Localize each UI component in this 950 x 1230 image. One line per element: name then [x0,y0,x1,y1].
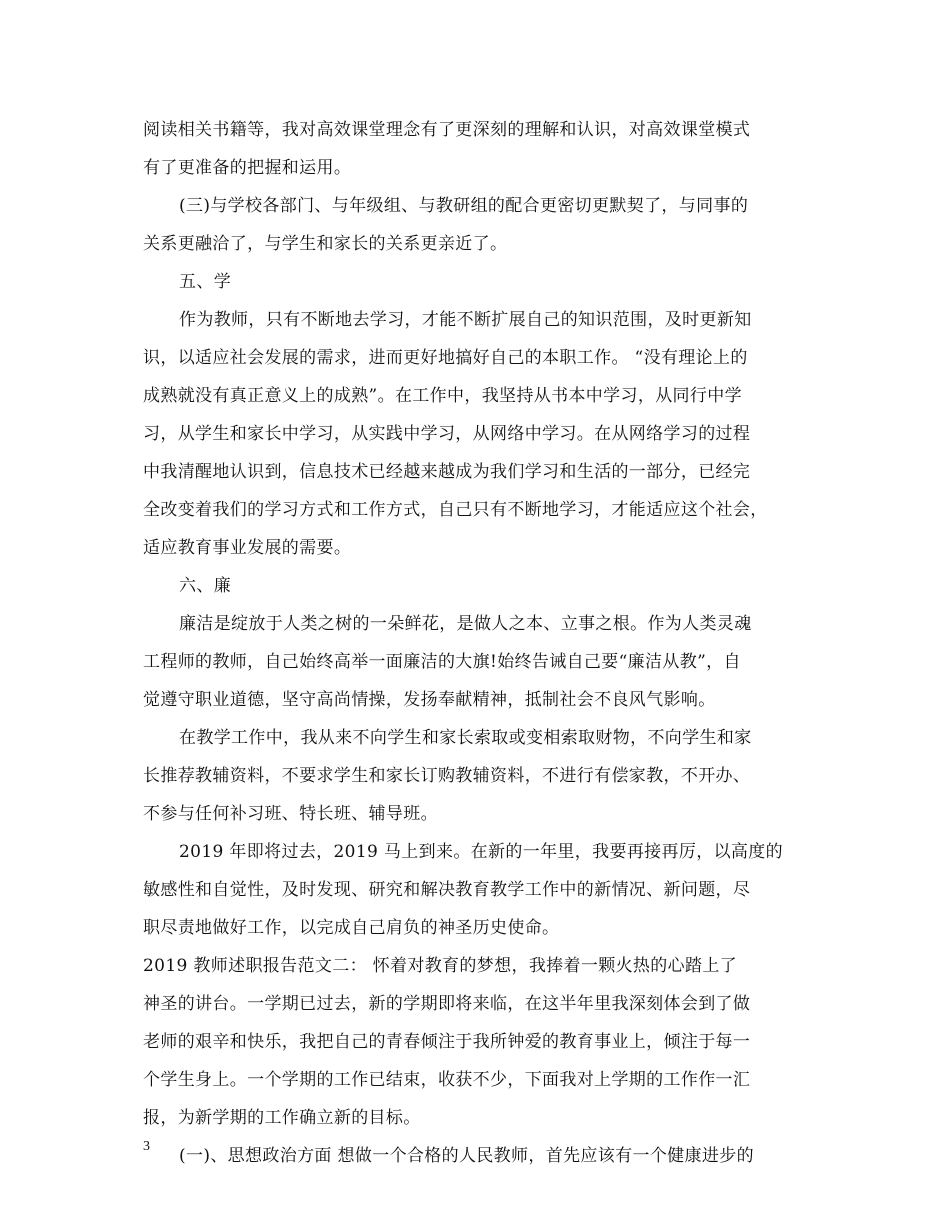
text-line: 工程师的教师，自己始终高举一面廉洁的大旗!始终告诫自己要“廉洁从教”，自 [143,652,741,672]
text-line: 2019 年即将过去，2019 马上到来。在新的一年里，我要再接再厉，以高度的 [179,842,783,862]
text-line: 个学生身上。一个学期的工作已结束，收获不少，下面我对上学期的工作作一汇 [143,1070,751,1090]
text-line: 适应教育事业发展的需要。 [143,538,352,558]
text-line: 神圣的讲台。一学期已过去，新的学期即将来临，在这半年里我深刻体会到了做 [143,994,751,1014]
text-line: 觉遵守职业道德，坚守高尚情操，发扬奉献精神，抵制社会不良风气影响。 [143,690,716,710]
text-line: 全改变着我们的学习方式和工作方式，自己只有不断地学习，才能适应这个社会， [143,500,768,520]
text-line: 有了更准备的把握和运用。 [143,158,352,178]
text-line: 成熟就没有真正意义上的成熟”。在工作中，我坚持从书本中学习，从同行中学 [143,386,742,406]
text-line: 职尽责地做好工作，以完成自己肩负的神圣历史使命。 [143,918,560,938]
text-line: (三)与学校各部门、与年级组、与教研组的配合更密切更默契了，与同事的 [179,196,749,216]
text-line: 廉洁是绽放于人类之树的一朵鲜花，是做人之本、立事之根。作为人类灵魂 [179,614,752,634]
text-line: 不参与任何补习班、特长班、辅导班。 [143,804,438,824]
text-line: 在教学工作中，我从来不向学生和家长索取或变相索取财物，不向学生和家 [179,728,752,748]
text-line: 关系更融洽了，与学生和家长的关系更亲近了。 [143,234,508,254]
text-line: (一)、思想政治方面 想做一个合格的人民教师，首先应该有一个健康进步的 [179,1146,754,1166]
section-heading: 五、学 [179,272,232,292]
text-line: 敏感性和自觉性，及时发现、研究和解决教育教学工作中的新情况、新问题，尽 [143,880,751,900]
text-line: 阅读相关书籍等，我对高效课堂理念有了更深刻的理解和认识，对高效课堂模式 [143,120,751,140]
section-heading: 六、廉 [179,576,232,596]
text-line: 报，为新学期的工作确立新的目标。 [143,1108,421,1128]
page-number: 3 [143,1139,150,1154]
text-line: 2019 教师述职报告范文二： 怀着对教育的梦想，我捧着一颗火热的心踏上了 [143,956,738,976]
text-line: 老师的艰辛和快乐，我把自己的青春倾注于我所钟爱的教育事业上，倾注于每一 [143,1032,751,1052]
text-line: 习，从学生和家长中学习，从实践中学习，从网络中学习。在从网络学习的过程 [143,424,751,444]
text-line: 中我清醒地认识到，信息技术已经越来越成为我们学习和生活的一部分，已经完 [143,462,751,482]
text-line: 作为教师，只有不断地去学习，才能不断扩展自己的知识范围，及时更新知 [179,310,752,330]
text-line: 长推荐教辅资料，不要求学生和家长订购教辅资料，不进行有偿家教，不开办、 [143,766,751,786]
text-line: 识，以适应社会发展的需求，进而更好地搞好自己的本职工作。 “没有理论上的 [143,348,748,368]
